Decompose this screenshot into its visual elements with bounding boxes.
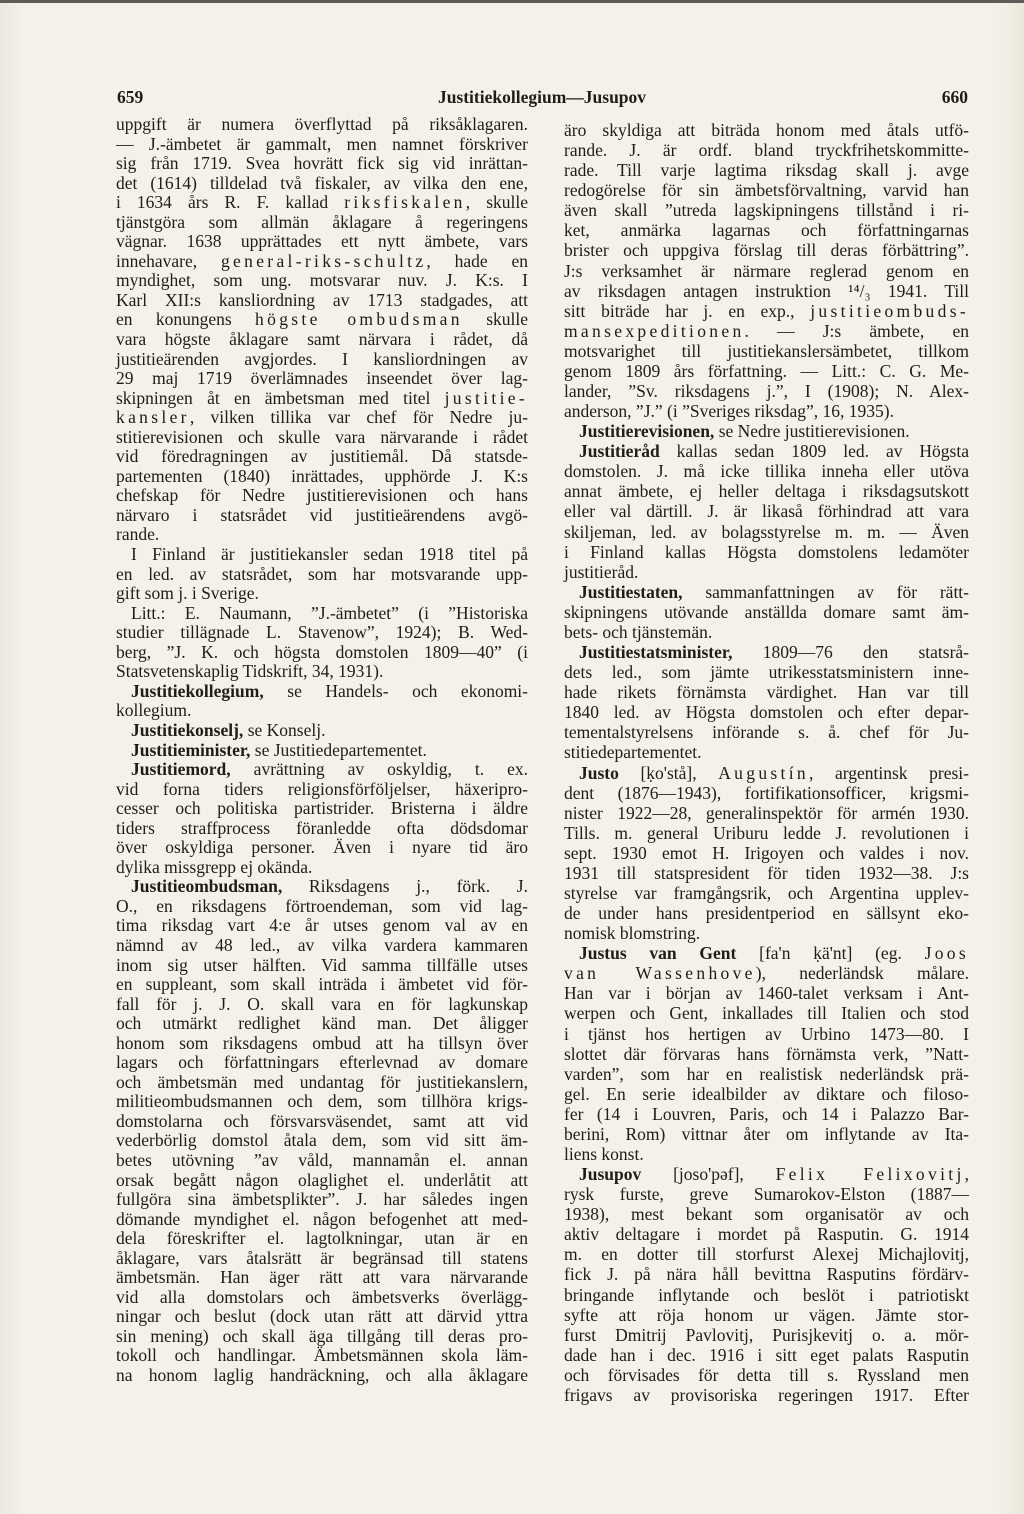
text-line: domstolarna och försvarsväsendet, samt att vid (116, 1110, 528, 1131)
text-line: genom 1809 års författning. — Litt.: C. G. Me- (564, 360, 969, 381)
entry-headword: Justitieråd (579, 441, 660, 462)
text-line: 1938), mest bekant som organisatör av och (564, 1204, 969, 1225)
text-line: domstolen. J. må icke tillika inneha eller utöva (564, 461, 969, 482)
text-line (564, 963, 969, 983)
text-line: dade han i dec. 1916 i sitt eget palats Rasputin (564, 1344, 969, 1365)
text-line: — J.-ämbetet är gammalt, men namnet förskriver (116, 133, 528, 154)
text-line: dets led., som jämte utrikesstatsministern inne- (564, 662, 969, 683)
article-paragraph (564, 642, 969, 762)
text-line: justitieärenden avgjordes. I kansliordningen av (116, 348, 528, 369)
text-line (116, 721, 528, 741)
text-line: 1840 led. av Högsta domstolen och efter depar- (564, 702, 969, 723)
article-paragraph (116, 741, 528, 761)
text-line (564, 321, 969, 341)
text-run: [fa'n ḳä'nt] (eg. (736, 943, 925, 964)
text-run: ), nederländsk målare. (755, 963, 969, 984)
spaced-emphasis: Felix Felixovitj (775, 1164, 965, 1185)
text-line: även skall ”utreda lagskipningens tillstånd i ri- (564, 200, 969, 221)
entry-headword: Justitiekollegium, (131, 680, 264, 701)
text-line: rade. Till varje lagtima riksdag skall j. avge (564, 160, 969, 181)
text-line: berini, Rom) vittnar åter om inflytande av Ita- (564, 1123, 969, 1144)
text-line: åklagare, vars åtalsrätt är begränsad till statens (116, 1247, 528, 1268)
spaced-emphasis: Joos (924, 943, 970, 964)
text-line (116, 760, 528, 780)
left-column (116, 115, 528, 1386)
text-line: fullgöra sina ämbetsplikter”. J. har således ingen (116, 1189, 528, 1210)
text-line: gift som j. i Sverige. (116, 583, 259, 604)
text-line: Statsvetenskaplig Tidskrift, 34, 1931). (116, 661, 384, 682)
text-run: se Handels- och ekonomi- (263, 680, 528, 701)
entry-headword: Jusupov (579, 1164, 642, 1185)
text-run: . — J:s ämbete, en (744, 320, 969, 341)
article-paragraph (116, 721, 528, 741)
article-paragraph (116, 604, 528, 682)
spaced-emphasis: justitieombuds- (810, 300, 969, 321)
text-line (116, 193, 528, 213)
text-line (564, 943, 969, 963)
text-run: , (964, 1164, 970, 1185)
text-line: ningar och beslut (dock utan rätt att därvid yttra (116, 1306, 528, 1327)
text-line (564, 421, 969, 441)
text-line: och utmärkt redlighet känd man. Det åligger (116, 1013, 528, 1034)
text-line: fer (14 i Louvren, Paris, och 14 i Palazzo Bar- (564, 1103, 969, 1124)
text-line: rysk furste, greve Sumarokov-Elston (1887— (564, 1184, 969, 1205)
entry-headword: Justitiekonselj, (131, 719, 244, 740)
text-run: sammanfattningen av för rätt- (682, 581, 969, 602)
text-run: kallas sedan 1809 led. av Högsta (659, 441, 969, 462)
text-line: m. en dotter till storfurst Alexej Michajlovitj, (564, 1244, 969, 1265)
text-run: Riksdagens j., förk. J. (282, 876, 528, 897)
text-line: honom som riksdagens ombud att ha tillsyn över (116, 1032, 528, 1053)
entry-headword: Justitiemord, (131, 759, 231, 780)
article-paragraph (564, 763, 969, 944)
article-paragraph (116, 115, 528, 545)
spaced-emphasis: högste ombudsman (255, 309, 463, 330)
text-run: se Nedre justitierevisionen. (714, 421, 910, 442)
text-line (116, 877, 528, 897)
text-line: tokoll och handlingar. Ämbetsmännen skola läm- (116, 1345, 528, 1366)
text-line (564, 1164, 969, 1184)
text-line: sept. 1930 emot H. Irigoyen och valdes i nov. (564, 842, 969, 863)
text-line: frigavs av provisoriska regeringen 1917. Efter (564, 1384, 969, 1405)
article-paragraph (116, 682, 528, 721)
text-run: innehavare, (116, 250, 221, 271)
text-line: Tills. m. general Uriburu ledde J. revolutionen i (564, 822, 969, 843)
text-line: gel. En serie idealbilder av diktare och filoso- (564, 1083, 969, 1104)
text-line: ämbetsmän. Han äger rätt att vara närvarande (116, 1267, 528, 1288)
text-run: se Konselj. (243, 719, 326, 740)
text-line: Han var i början av 1460-talet verksam i Ant- (564, 983, 969, 1004)
text-run: skulle (462, 309, 528, 330)
text-line: partementen (1840) inrättades, upphörde J. K:s (116, 465, 528, 486)
text-line: vid föredragningen av justitiemål. Då statsde- (116, 446, 528, 467)
page-edge (0, 0, 1024, 3)
text-line: bringande inflytande och beslöt i patriotiskt (564, 1284, 969, 1305)
text-line: tjänstgöra som allmän åklagare å regeringens (116, 211, 528, 232)
text-line (116, 389, 528, 409)
text-line: och ämbetsmän med undantag för justitiekanslern, (116, 1071, 528, 1092)
text-run: skipningen åt en ämbetsman med titel (116, 387, 445, 408)
text-line: redogörelse för sin ämbetsförvaltning, varvid han (564, 180, 969, 201)
text-line: skiljeman, led. av bolagsstyrelse m. m. — Även (564, 521, 969, 542)
text-line: O., en riksdagens förtroendeman, som vid lag- (116, 895, 528, 916)
text-line: berg, ”J. K. och högsta domstolen 1809—40” (i (116, 641, 528, 662)
text-line: de under hans presidentperiod en sällsynt eko- (564, 903, 969, 924)
text-run: se Justitiedepartementet. (250, 739, 427, 760)
text-line: uppgift är numera överflyttad på riksåklagaren. (116, 114, 528, 134)
text-line: en led. av statsrådet, som har motsvarande upp- (116, 563, 528, 584)
spaced-emphasis: van Wassenhove (564, 963, 756, 984)
text-line: vid forna tiders religionsförföljelser, häxeripro- (116, 778, 528, 799)
text-line: tima riksdag vart 4:e år utses genom val av en (116, 915, 528, 936)
text-line: Litt.: E. Naumann, ”J.-ämbetet” (i ”Historiska (131, 602, 528, 623)
text-line: 1931 till statspresident för tiden 1932—38. J:s (564, 862, 969, 883)
text-line: hade rikets förnämsta värdighet. Han var till (564, 682, 969, 703)
text-line: och förvisades för detta till s. Ryssland men (564, 1364, 969, 1385)
entry-headword: Justitierevisionen, (579, 421, 715, 442)
entry-headword: Justo (579, 762, 619, 783)
text-line: skipningens utövande anställda domare samt äm- (564, 601, 969, 622)
text-line: chefskap för Nedre justitierevisionen och hans (116, 485, 528, 506)
text-line: liens konst. (564, 1143, 644, 1164)
article-paragraph (116, 877, 528, 1385)
text-line: i Finland kallas Högsta domstolens ledamöter (564, 541, 969, 562)
article-paragraph (564, 943, 969, 1164)
entry-headword: Justitiestatsminister, (579, 642, 733, 663)
text-line: styrelse var framgångsrik, och Argentina upplev- (564, 882, 969, 903)
text-line: militieombudsmannen och dem, som tillhöra krigs- (116, 1091, 528, 1112)
text-line (564, 763, 969, 783)
text-line: na honom laglig handräckning, och alla åklagare (116, 1365, 528, 1385)
text-line: slottet där förvaras hans förnämsta verk, ”Natt- (564, 1043, 969, 1064)
text-line: anderson, ”J.” (i ”Sveriges riksdag”, 16, 1935). (564, 401, 894, 422)
text-line: sin mening) och skall äga tillgång till deras pro- (116, 1325, 528, 1346)
text-line: stitierevisionen och skulle vara närvarande i rådet (116, 426, 528, 447)
text-line: vid alla domstolars och ämbetsverks överlägg- (116, 1286, 528, 1307)
text-line: i tjänst hos hertigen av Urbino 1473—80. I (564, 1023, 969, 1044)
text-line: dela föreskrifter el. lagtolkningar, utan är en (116, 1228, 528, 1249)
text-line: rande. J. är ordf. bland tryckfrihetskommitte- (564, 140, 969, 161)
text-line: motsvarighet till justitiekanslersämbetet, tillkom (564, 340, 969, 361)
article-paragraph (116, 545, 528, 604)
text-line: syfte att röja honom ur vägen. Jämte stor- (564, 1304, 969, 1325)
text-line (116, 682, 528, 702)
spaced-emphasis: kansler (116, 407, 190, 428)
text-line: sig från 1719. Svea hovrätt fick sig vid inrättan- (116, 153, 528, 174)
article-paragraph (116, 760, 528, 877)
text-line: äro skyldiga att biträda honom med åtals utfö- (564, 120, 969, 140)
text-line: J:s verksamhet är närmare reglerad genom en (564, 260, 969, 281)
text-line: orsak begått någon olaglighet el. underlåtit att (116, 1169, 528, 1190)
text-line: fick J. på nära håll bevittna Rasputins fördärv- (564, 1264, 969, 1285)
text-line (564, 301, 969, 321)
text-run: en konungens (116, 309, 256, 330)
text-line: inom sig utser hälften. Vid samma tillfälle utses (116, 954, 528, 975)
text-line (116, 310, 528, 330)
text-line (564, 441, 969, 461)
text-line: cesser och politiska partistrider. Bristerna i äldre (116, 798, 528, 819)
text-line: över oskyldiga personer. Även i nyare tid äro (116, 837, 528, 858)
article-paragraph (564, 441, 969, 582)
text-run: 1809—76 den statsrå- (732, 642, 969, 663)
spaced-emphasis: mansexpeditionen (564, 320, 745, 341)
text-line: av riksdagen antagen instruktion ¹⁴/₃ 1941. Till (564, 280, 969, 301)
entry-headword: Justitieminister, (131, 739, 251, 760)
text-line: justitieråd. (564, 561, 639, 582)
text-run: , argentinsk presi- (808, 762, 969, 783)
running-head: Justitiekollegium—Jusupov (437, 87, 647, 107)
text-line: vägnar. 1638 upprättades ett nytt ämbete, vars (116, 231, 528, 252)
text-run: , skulle (465, 192, 528, 213)
article-paragraph (564, 120, 969, 421)
text-line: fall för j. J. O. skall vara en för lagkunskap (116, 993, 528, 1014)
text-line: studier tillägnade L. Stavenow”, 1924); B. Wed- (116, 622, 528, 643)
text-line: vara högste åklagare samt närvara i rådet, då (116, 329, 528, 350)
text-run: [joso'pəf], (641, 1164, 776, 1185)
text-line: I Finland är justitiekansler sedan 1918 titel på (131, 544, 528, 565)
text-line: nister 1922—28, generalinspektör för armén 1930. (564, 802, 969, 823)
text-run: [ḳo'stå], (618, 762, 719, 783)
text-run: i 1634 års R. F. kallad (116, 192, 345, 213)
text-line: kollegium. (116, 700, 192, 721)
entry-headword: Justus van Gent (579, 943, 737, 964)
text-line: det (1614) tilldelad två fiskaler, av vilka den ene, (116, 172, 528, 193)
text-line (116, 741, 528, 761)
text-line: dent (1876—1943), fortifikationsofficer, krigsmi- (564, 782, 969, 803)
text-line: furst Dmitrij Pavlovitj, Purisjkevitj o. a. mör- (564, 1324, 969, 1345)
text-line: myndighet, som ung. motsvarar nuv. J. K:s. I (116, 270, 528, 291)
text-line: dylika missgrepp ej okända. (116, 856, 313, 877)
text-line: 29 maj 1719 överlämnades inseendet över lag- (116, 368, 528, 389)
spaced-emphasis: Augustín (718, 762, 809, 783)
entry-headword: Justitiestaten, (579, 581, 683, 602)
article-paragraph (564, 421, 969, 441)
text-line: varden”, som har en realistisk nederländsk prä- (564, 1063, 969, 1084)
text-line: ket, anmärka lagarnas och författningarnas (564, 220, 969, 241)
text-line: dömande myndighet el. någon befogenhet att med- (116, 1208, 528, 1229)
text-line: vederbörlig domstol åtala dem, som vid sitt äm- (116, 1130, 528, 1151)
text-line: annat ämbete, ej heller deltaga i riksdagsutskott (564, 481, 969, 502)
text-run: avrättning av oskyldig, t. ex. (230, 759, 528, 780)
article-paragraph (564, 1164, 969, 1405)
text-run: , vilken tillika var chef för Nedre ju- (189, 407, 528, 428)
text-line: brister och uppgiva förslag till deras förbättring”. (564, 240, 969, 261)
text-run: , hade en (426, 250, 528, 271)
text-line: tiders straffprocess föranledde ofta dödsdomar (116, 817, 528, 838)
text-line: werpen och Gent, inkallades till Italien och stod (564, 1003, 969, 1024)
text-line (116, 408, 528, 428)
text-line (116, 252, 528, 272)
page-number-left: 659 (117, 87, 144, 107)
text-line: tementalstyrelsens införande s. å. chef för Ju- (564, 722, 969, 743)
text-line (564, 582, 969, 602)
entry-headword: Justitieombudsman, (131, 876, 283, 897)
text-line: en suppleant, som skall inträda i ämbetet vid för- (116, 974, 528, 995)
text-line: rande. (116, 524, 160, 545)
text-line: stitiedepartementet. (564, 742, 702, 763)
article-paragraph (564, 582, 969, 642)
spaced-emphasis: riksfiskalen (344, 192, 466, 213)
text-line: aktiv deltagare i mordet på Rasputin. G. 1914 (564, 1224, 969, 1245)
text-line: nämnd av 48 led., av vilka vardera kammaren (116, 934, 528, 955)
text-run: sitt biträde har j. en exp., (564, 300, 811, 321)
text-line: lagars och författningars efterlevnad av domare (116, 1052, 528, 1073)
page-number-right: 660 (941, 87, 968, 107)
text-line: eller val därtill. J. är likaså förhindrad att vara (564, 501, 969, 522)
right-column (564, 120, 969, 1405)
text-line: lander, ”Sv. riksdagens j.”, I (1908); N. Alex- (564, 381, 969, 402)
text-line: Karl XII:s kansliordning av 1713 stadgades, att (116, 289, 528, 310)
text-line (564, 642, 969, 662)
text-line: betes utövning ”av våld, mannamån el. annan (116, 1149, 528, 1170)
spaced-emphasis: justitie- (444, 387, 528, 408)
text-line: bets- och tjänstemän. (564, 621, 713, 642)
spaced-emphasis: general-riks-schultz (220, 250, 427, 271)
text-line: närvaro i statsrådet vid justitieärendens avgö- (116, 504, 528, 525)
text-line: nomisk blomstring. (564, 923, 701, 944)
